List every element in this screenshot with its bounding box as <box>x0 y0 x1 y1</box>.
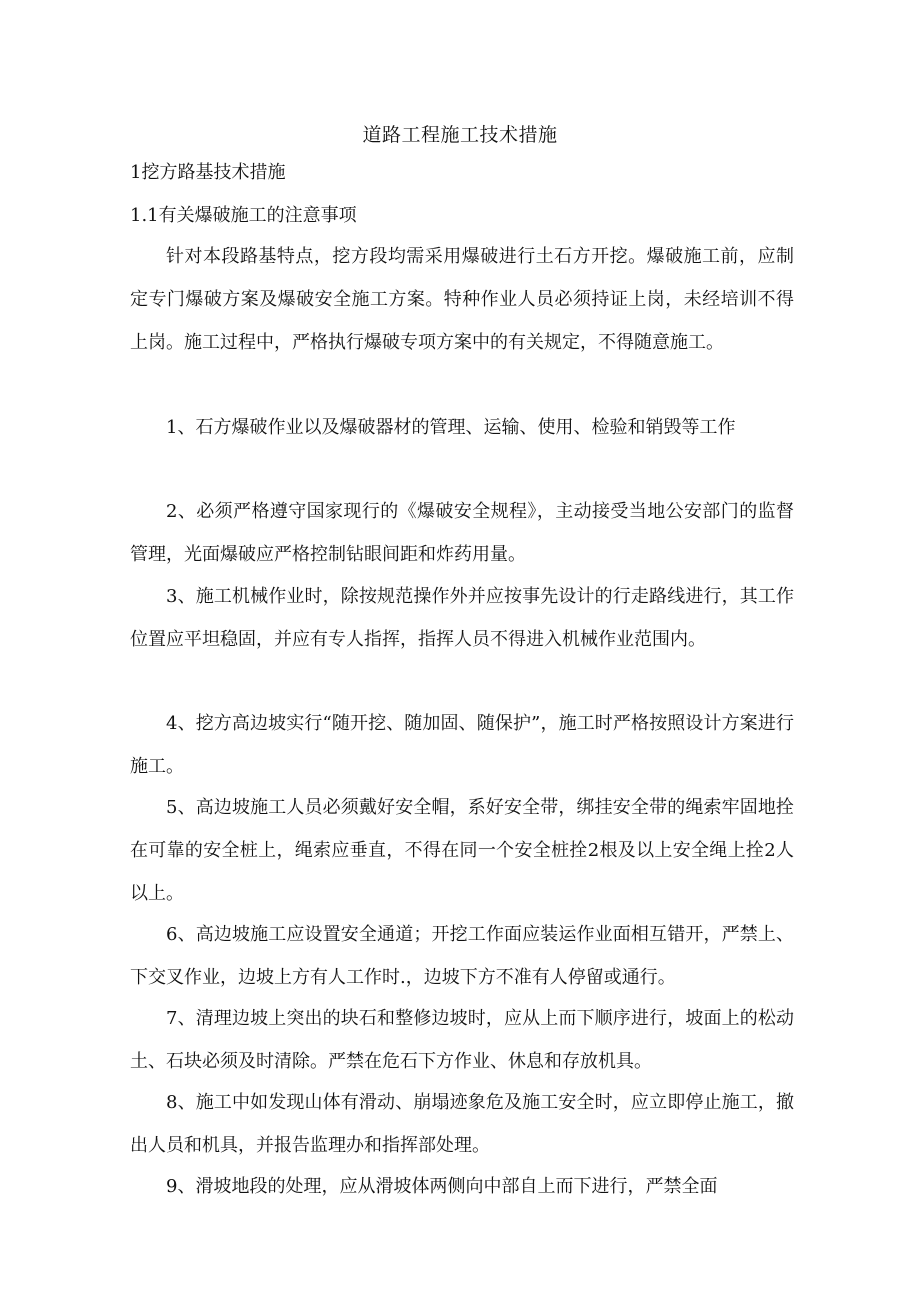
list-item: 8、施工中如发现山体有滑动、崩塌迹象危及施工安全时，应立即停止施工，撤出人员和机具，并报告监理办和指挥部处理。 <box>130 1092 794 1156</box>
list-item: 5、高边坡施工人员必须戴好安全帽，系好安全带，绑挂安全带的绳索牢固地拴在可靠的安全桩上，绳索应垂直，不得在同一个安全桩拴2根及以上安全绳上拴2人以上。 <box>130 797 794 904</box>
list-item: 9、滑坡地段的处理，应从滑坡体两侧向中部自上而下进行，严禁全面 <box>166 1176 718 1197</box>
list-item: 6、高边坡施工应设置安全通道；开挖工作面应装运作业面相互错开，严禁上、下交叉作业，边坡上方有人工作时.，边坡下方不准有人停留或通行。 <box>130 924 794 988</box>
subsection-heading: 1.1有关爆破施工的注意事项 <box>130 205 357 226</box>
list-item: 2、必须严格遵守国家现行的《爆破安全规程》，主动接受当地公安部门的监督管理，光面爆破应严格控制钻眼间距和炸药用量。 <box>130 501 794 565</box>
list-item: 4、挖方高边坡实行“随开挖、随加固、随保护”，施工时严格按照设计方案进行施工。 <box>130 713 794 777</box>
document-title: 道路工程施工技术措施 <box>362 124 558 146</box>
section-heading: 1挖方路基技术措施 <box>130 162 286 183</box>
list-item: 1、石方爆破作业以及爆破器材的管理、运输、使用、检验和销毁等工作 <box>166 417 736 438</box>
list-item: 3、施工机械作业时，除按规范操作外并应按事先设计的行走路线进行，其工作位置应平坦稳固，并应有专人指挥，指挥人员不得进入机械作业范围内。 <box>130 586 794 650</box>
intro-paragraph: 针对本段路基特点，挖方段均需采用爆破进行土石方开挖。爆破施工前，应制定专门爆破方案及爆破安全施工方案。特种作业人员必须持证上岗，未经培训不得上岗。施工过程中，严格执行爆破专项方案中的有关规定，不得随意施工。 <box>130 246 794 353</box>
list-item: 7、清理边坡上突出的块石和整修边坡时，应从上而下顺序进行，坡面上的松动土、石块必须及时清除。严禁在危石下方作业、休息和存放机具。 <box>130 1008 794 1072</box>
